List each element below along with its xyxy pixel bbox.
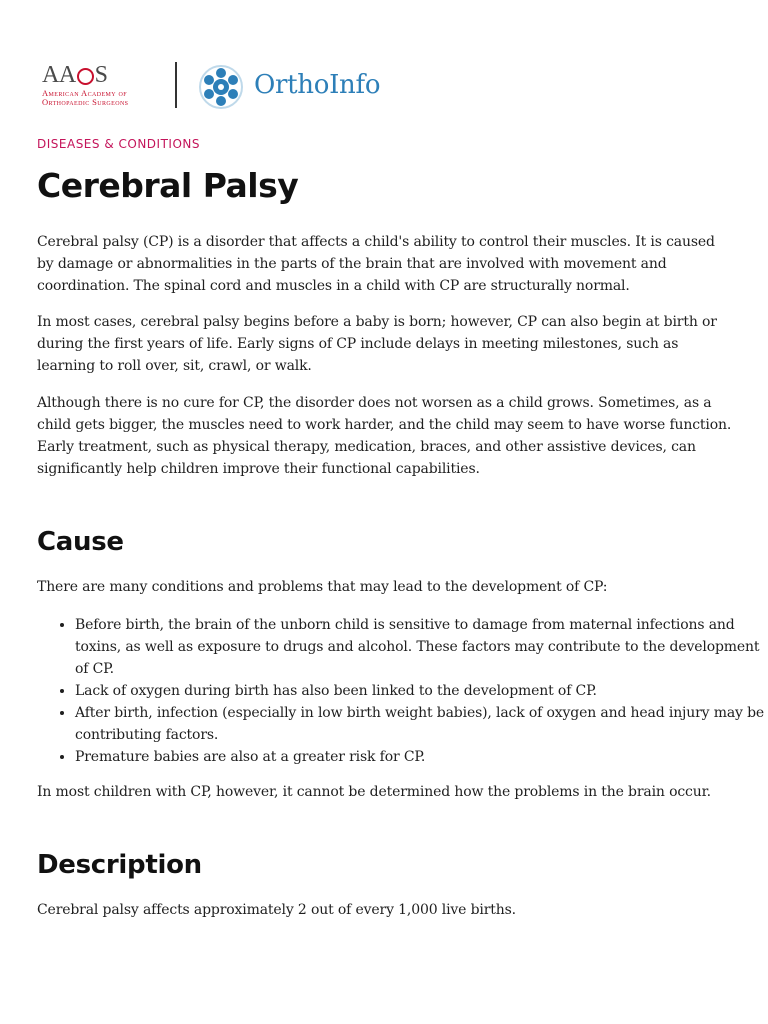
- description-text: Cerebral palsy affects approximately 2 out of every 1,000 live births.: [37, 902, 516, 918]
- cause-list: [37, 614, 768, 768]
- aaos-logo[interactable]: [42, 64, 162, 107]
- aaos-subtitle-line2: Orthopaedic Surgeons: [42, 97, 129, 107]
- orthoinfo-wordmark[interactable]: OrthoInfo: [254, 70, 381, 100]
- list-item: • Premature babies are also at a greater risk for CP.: [75, 746, 768, 768]
- logo-divider: [175, 62, 177, 108]
- aaos-wordmark: [42, 64, 162, 86]
- cause-lead: There are many conditions and problems that may lead to the development of CP:: [37, 579, 608, 595]
- intro-paragraph-1: Cerebral palsy (CP) is a disorder that affects a child's ability to control their muscles. It is caused by damage or abnormalities in the parts of the brain that are involved with movement and coordination. The spinal cord and muscles in a child with CP are structurally normal.: [37, 234, 715, 294]
- category-link[interactable]: DISEASES & CONDITIONS: [37, 137, 200, 151]
- intro-paragraph-3: Although there is no cure for CP, the disorder does not worsen as a child grows. Sometimes, as a child gets bigger, the muscles need to work harder, and the child may seem to have worse function. Early treatment, such as physical therapy, medication, braces, and other assistive devices, can significantly help children improve their functional capabilities.: [37, 395, 732, 477]
- aaos-wordmark-left: AA: [42, 62, 76, 88]
- list-item: • After birth, infection (especially in low birth weight babies), lack of oxygen and head injury may be contributing factors.: [75, 702, 768, 746]
- aaos-wordmark-right: S: [94, 62, 108, 88]
- cause-closing: In most children with CP, however, it cannot be determined how the problems in the brain occur.: [37, 784, 711, 800]
- section-heading-cause: Cause: [37, 527, 124, 557]
- section-heading-description: Description: [37, 850, 202, 880]
- list-item: • Lack of oxygen during birth has also been linked to the development of CP.: [75, 680, 768, 702]
- aaos-subtitle-line1: American Academy of: [42, 88, 127, 98]
- aaos-o-ring-icon: [77, 68, 94, 85]
- intro-paragraph-2: In most cases, cerebral palsy begins before a baby is born; however, CP can also begin at birth or during the first years of life. Early signs of CP include delays in meeting milestones, such as learning to roll over, sit, crawl, or walk.: [37, 314, 717, 374]
- list-item: • Before birth, the brain of the unborn child is sensitive to damage from maternal infections and toxins, as well as exposure to drugs and alcohol. These factors may contribute to the development of CP.: [75, 614, 768, 680]
- orthoinfo-globe-icon[interactable]: [198, 64, 244, 110]
- page-title: Cerebral Palsy: [37, 166, 299, 205]
- site-header-logos: [42, 60, 462, 112]
